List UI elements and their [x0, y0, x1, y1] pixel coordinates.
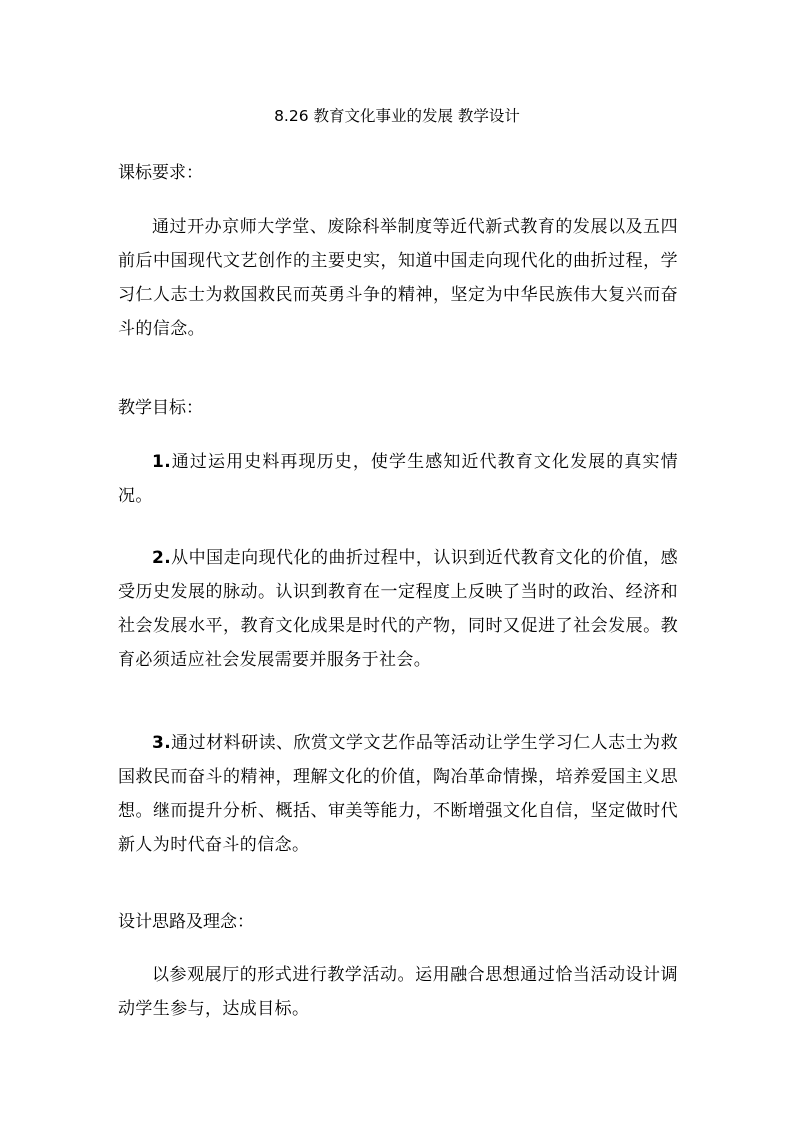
paragraph-text: 通过运用史料再现历史，使学生感知近代教育文化发展的真实情况。: [118, 452, 678, 506]
paragraph-number: 2.: [152, 548, 172, 568]
design-paragraph: [118, 958, 678, 1026]
section-heading-curriculum: 课标要求：: [118, 163, 203, 183]
document-title: 8.26 教育文化事业的发展 教学设计: [274, 107, 520, 125]
paragraph-text: 通过材料研读、欣赏文学文艺作品等活动让学生学习仁人志士为救国救民而奋斗的精神，理解文化的价值，陶冶革命情操，培养爱国主义思想。继而提升分析、概括、审美等能力，不断增强文化自信，坚定做时代新人为时代奋斗的信念。: [118, 733, 678, 855]
objective-paragraph-3: [118, 726, 678, 862]
section-heading-objectives: 教学目标：: [118, 398, 203, 418]
paragraph-text: 以参观展厅的形式进行教学活动。运用融合思想通过恰当活动设计调动学生参与，达成目标。: [118, 965, 678, 1019]
paragraph-text: 通过开办京师大学堂、废除科举制度等近代新式教育的发展以及五四前后中国现代文艺创作的主要史实，知道中国走向现代化的曲折过程，学习仁人志士为救国救民而英勇斗争的精神，坚定为中华民族伟大复兴而奋斗的信念。: [118, 217, 678, 339]
paragraph-number: 1.: [152, 452, 172, 472]
curriculum-paragraph: [118, 210, 678, 346]
section-heading-design: 设计思路及理念：: [118, 912, 254, 932]
objective-paragraph-2: [118, 541, 678, 677]
paragraph-text: 从中国走向现代化的曲折过程中，认识到近代教育文化的价值，感受历史发展的脉动。认识到教育在一定程度上反映了当时的政治、经济和社会发展水平，教育文化成果是时代的产物，同时又促进了社会发展。教育必须适应社会发展需要并服务于社会。: [118, 548, 678, 670]
objective-paragraph-1: [118, 445, 678, 513]
paragraph-number: 3.: [152, 733, 172, 753]
